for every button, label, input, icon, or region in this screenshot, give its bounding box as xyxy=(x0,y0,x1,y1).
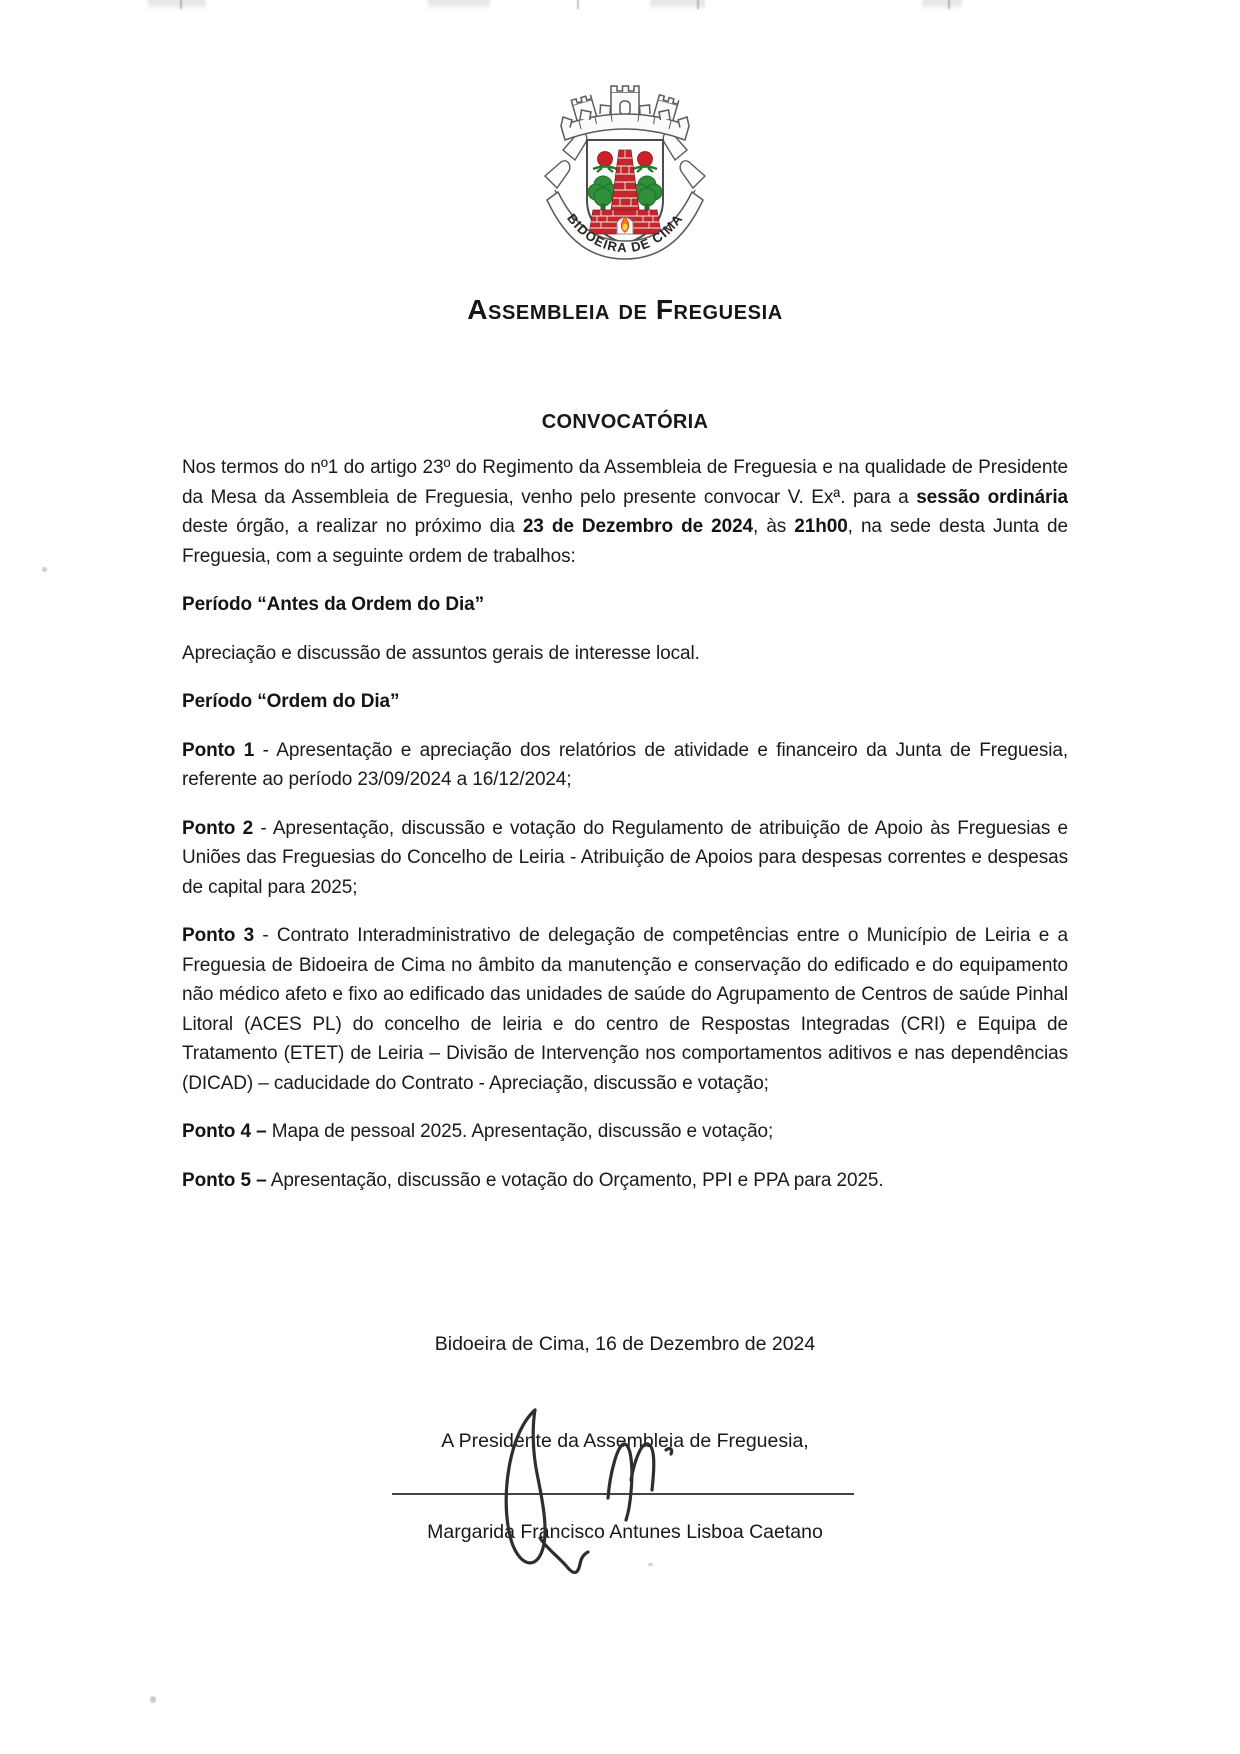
period-antes-body: Apreciação e discussão de assuntos gerais de interesse local. xyxy=(182,642,700,664)
period-antes-heading: Período “Antes da Ordem do Dia” xyxy=(182,594,485,615)
ponto-2: Ponto 2 - Apresentação, discussão e votação do Regulamento de atribuição de Apoio às Freguesias e Uniões das Freguesias do Concelho de Leiria - Atribuição de Apoios para despesas correntes e despesas de capital para 2025; xyxy=(182,817,1069,898)
scan-artifact xyxy=(42,567,47,572)
org-title: Assembleia de Freguesia xyxy=(467,294,783,325)
crest-banner-text: BIDOEIRA DE CIMA xyxy=(564,210,686,256)
intro-paragraph: Nos termos do nº1 do artigo 23º do Regimento da Assembleia de Freguesia e na qualidade de Presidente da Mesa da Assembleia de Freguesia, venho pelo presente convocar V. Exª. para a sessão ordinária deste órgão, a realizar no próximo dia 23 de Dezembro de 2024, às 21h00, na sede desta Junta de Freguesia, com a seguinte ordem de trabalhos: xyxy=(182,457,1068,567)
scan-artifact xyxy=(150,1696,156,1703)
dateline: Bidoeira de Cima, 16 de Dezembro de 2024 xyxy=(434,1333,816,1355)
doc-heading: CONVOCATÓRIA xyxy=(541,411,709,433)
signer-role: A Presidente da Assembleia de Freguesia, xyxy=(441,1430,809,1452)
ponto-1: Ponto 1 - Apresentação e apreciação dos relatórios de atividade e financeiro da Junta de Freguesia, referente ao período 23/09/2024 a 16/12/2024; xyxy=(182,739,1068,790)
document-body xyxy=(182,0,1068,1214)
paragraph-list xyxy=(182,453,1068,1195)
signer-name: Margarida Francisco Antunes Lisboa Caetano xyxy=(427,1521,823,1543)
ponto-5: Ponto 5 – Apresentação, discussão e votação do Orçamento, PPI e PPA para 2025. xyxy=(182,1169,884,1191)
handwritten-signature xyxy=(490,1398,720,1588)
period-ordem-heading: Período “Ordem do Dia” xyxy=(182,691,400,712)
ponto-4: Ponto 4 – Mapa de pessoal 2025. Apresentação, discussão e votação; xyxy=(182,1121,774,1142)
ponto-3: Ponto 3 - Contrato Interadministrativo de delegação de competências entre o Município de Leiria e a Freguesia de Bidoeira de Cima no âmbito da manutenção e conservação do edificado e do equipamento não médico afeto e fixo ao edificado das unidades de saúde do Agrupamento de Centros de saúde Pinhal Litoral (ACES PL) do concelho de leiria e do centro de Respostas Integradas (CRI) e Equipa de Tratamento (ETET) de Leiria – Divisão de Intervenção nos comportamentos aditivos e nas dependências (DICAD) – caducidade do Contrato - Apreciação, discussão e votação; xyxy=(182,925,1069,1094)
